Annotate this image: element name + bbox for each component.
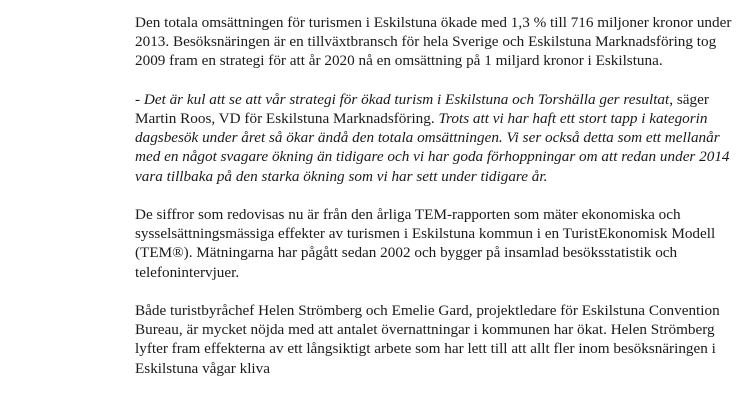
paragraph-overnight-stays: Både turistbyråchef Helen Strömberg och Emelie Gard, projektledare för Eskilstuna Convention Bureau, är mycket nöjda med att antalet övernattningar i kommunen har ökat. Helen Strömberg lyfter fram effekterna av ett långsiktigt arbete som har lett till att allt fler inom besöksnäringen i Eskilstuna vågar kliva — [135, 302, 720, 377]
paragraph-quote — [135, 90, 735, 186]
quote-part-1: - Det är kul att se att vår strategi för ökad turism i Eskilstuna och Torshälla ger resultat — [135, 90, 670, 108]
paragraph-tem-report: De siffror som redovisas nu är från den årliga TEM-rapporten som mäter ekonomiska och sysselsättningsmässiga effekter av turismen i Eskilstuna kommun i en TuristEkonomisk Modell (TEM®). Mätningarna har pågått sedan 2002 och bygger på insamlad besöksstatistik och telefonintervjuer. — [135, 206, 716, 281]
article-body — [135, 13, 735, 397]
quote-attribution: , säger Martin Roos, VD för Eskilstuna Marknadsföring. — [135, 90, 709, 127]
paragraph-intro: Den totala omsättningen för turismen i Eskilstuna ökade med 1,3 % till 716 miljoner kronor under 2013. Besöksnäringen är en tillväxtbransch för hela Sverige och Eskilstuna Marknadsföring tog 2009 fram en strategi för att år 2020 nå en omsättning på 1 miljard kronor i Eskilstuna. — [135, 14, 732, 70]
quote-part-2: Trots att vi har haft ett stort tapp i kategorin dagsbesök under året så ökar ändå den totala omsättningen. Vi ser också detta som ett mellanår med en något svagare ökning än tidigare och vi har goda förhoppningar om att redan under 2014 vara tillbaka på den starka ökning som vi har sett under tidigare år. — [135, 110, 730, 185]
